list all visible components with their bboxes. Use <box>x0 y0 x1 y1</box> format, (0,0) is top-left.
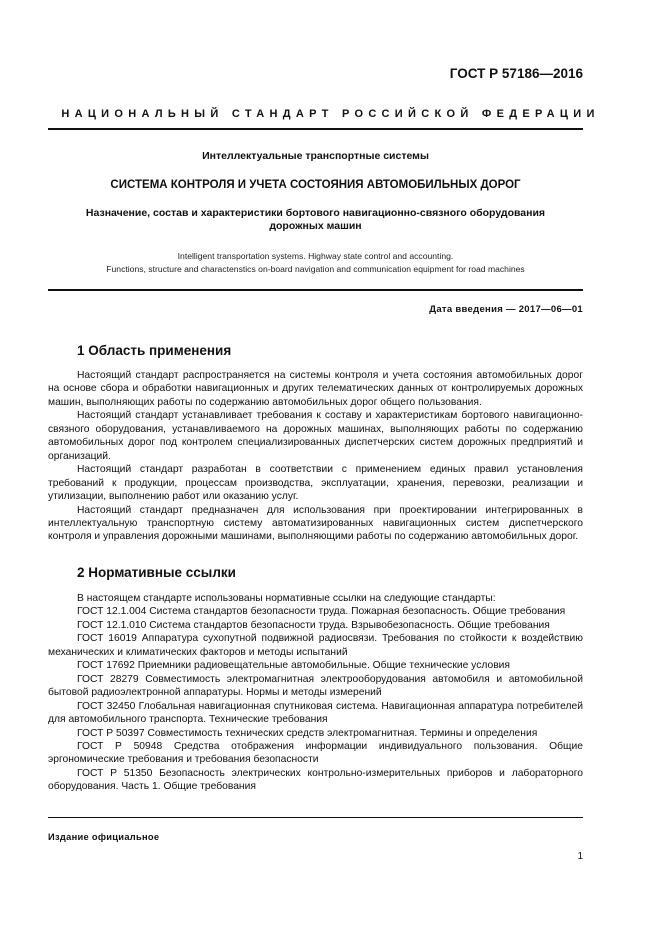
paragraph: Настоящий стандарт распространяется на системы контроля и учета состояния автомобильных дорог на основе сбора и обработки навигационных и других телематических данных от контролируемых дорожных машин, выполняющих работы по содержанию автомобильных дорог общего пользования. <box>48 370 583 408</box>
paragraph: Настоящий стандарт предназначен для использования при проектировании интегрированных в интеллектуальную транспортную систему автоматизированных навигационных систем диспетчерского контроля и управления дорожными машинами, выполняющими работы по содержанию автомобильных дорог. <box>48 504 583 543</box>
paragraph: Настоящий стандарт разработан в соответствии с применением единых правил установления требований к продукции, процессам производства, эксплуатации, хранения, перевозки, реализации и утилизации, выполнению работ или оказанию услуг. <box>48 464 583 503</box>
standard-number: ГОСТ Р 57186—2016 <box>449 66 583 81</box>
paragraph: В настоящем стандарте использованы нормативные ссылки на следующие стандарты: <box>77 593 496 604</box>
footer-divider <box>48 817 583 818</box>
subtitle-line: Назначение, состав и характеристики бортового навигационно-связного оборудования <box>85 207 546 219</box>
reference-item: ГОСТ Р 51350 Безопасность электрических контрольно-измерительных приборов и лабораторного оборудования. Часть 1. Общие требования <box>48 767 583 793</box>
subtitle <box>48 207 583 233</box>
reference-item: ГОСТ 12.1.004 Система стандартов безопасности труда. Пожарная безопасность. Общие требования <box>77 606 566 618</box>
reference-item: ГОСТ Р 50948 Средства отображения информации индивидуального пользования. Общие эргономические требования и требования безопасности <box>48 740 583 766</box>
introduction-date: Дата введения — 2017—06—01 <box>429 304 583 315</box>
section-1-body <box>48 369 583 544</box>
reference-item: ГОСТ 17692 Приемники радиовещательные автомобильные. Общие технические условия <box>77 660 510 672</box>
reference-item: ГОСТ 32450 Глобальная навигационная спутниковая система. Навигационная аппаратура потребителей для автомобильного транспорта. Технические требования <box>48 700 583 726</box>
subtitle-line: дорожных машин <box>269 220 362 232</box>
title-divider <box>48 289 583 291</box>
reference-item: ГОСТ Р 50397 Совместимость технических средств электромагнитная. Термины и определения <box>77 727 538 739</box>
section-2-heading: 2 Нормативные ссылки <box>77 565 236 580</box>
main-title: СИСТЕМА КОНТРОЛЯ И УЧЕТА СОСТОЯНИЯ АВТОМОБИЛЬНЫХ ДОРОГ <box>110 179 521 191</box>
english-title-line: Functions, structure and charactenstics on-board navigation and communication equipment for road machines <box>106 264 525 274</box>
reference-item: ГОСТ 12.1.010 Система стандартов безопасности труда. Взрывобезопасность. Общие требования <box>77 619 550 631</box>
section-2-body <box>48 592 583 794</box>
edition-label: Издание официальное <box>48 832 160 842</box>
national-standard-banner: НАЦИОНАЛЬНЫЙ СТАНДАРТ РОССИЙСКОЙ ФЕДЕРАЦИИ <box>61 108 600 120</box>
top-divider <box>48 128 583 130</box>
section-1-heading: 1 Область применения <box>77 343 232 358</box>
reference-item: ГОСТ 28279 Совместимость электромагнитная электрооборудования автомобиля и автомобильной бытовой радиоэлектронной аппаратуры. Нормы и методы измерений <box>48 673 583 699</box>
english-title <box>48 250 583 276</box>
page-number: 1 <box>577 851 583 862</box>
english-title-line: Intelligent transportation systems. Highway state control and accounting. <box>177 251 454 261</box>
paragraph: Настоящий стандарт устанавливает требования к составу и характеристикам бортового навигационно-связного оборудования, устанавливаемого на дорожных машинах, выполняющих работы по содержанию автомобильных дорог под контролем специализированных диспетчерских систем дорожных предприятий и организаций. <box>48 410 583 462</box>
series-title: Интеллектуальные транспортные системы <box>202 150 429 162</box>
reference-item: ГОСТ 16019 Аппаратура сухопутной подвижной радиосвязи. Требования по стойкости к воздействию механических и климатических факторов и методы испытаний <box>48 633 583 658</box>
